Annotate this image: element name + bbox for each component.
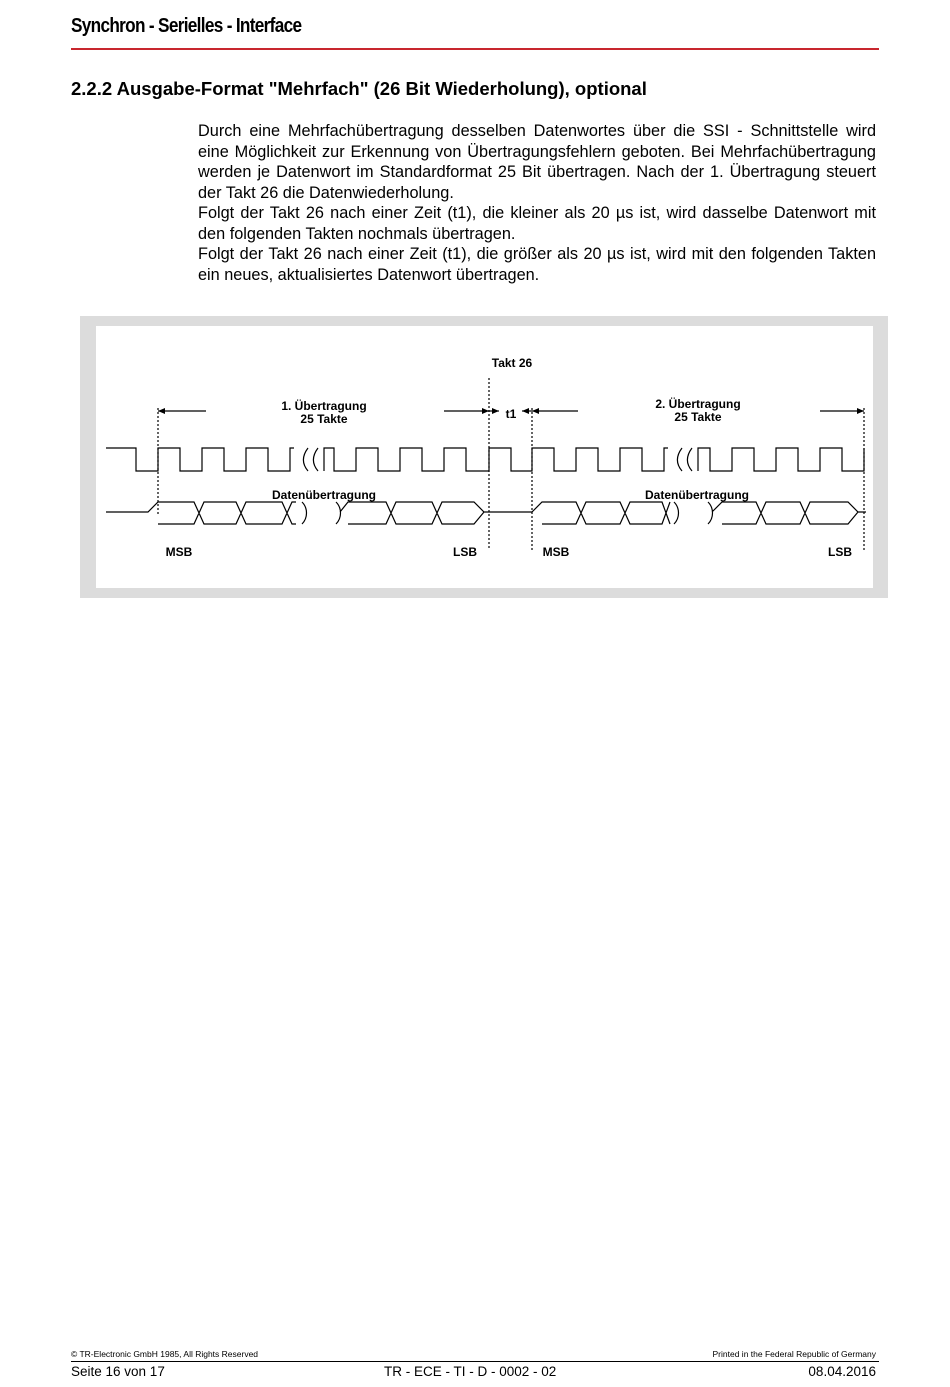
header-title: Synchron - Serielles - Interface — [71, 15, 302, 37]
body-text — [198, 121, 876, 285]
arrowhead-t1-right — [522, 408, 529, 414]
clock-signal — [106, 448, 864, 471]
footer-date: 08.04.2016 — [808, 1364, 876, 1379]
t1-label: t1 — [505, 407, 517, 421]
timing-diagram-frame — [80, 316, 888, 598]
paragraph-1: Durch eine Mehrfachübertragung desselben Datenwortes über die SSI - Schnittstelle wird eine Möglichkeit zur Erkennung von Übertragungsfehlern geboten. Bei Mehrfachübertragung werden je Datenwort im Standardformat 25 Bit übertragen. Nach der 1. Übertragung steuert der Takt 26 die Datenwiederholung. — [198, 122, 876, 202]
takt26-label: Takt 26 — [491, 356, 533, 370]
data-signal-2 — [532, 502, 866, 524]
arrowhead-1-left — [158, 408, 165, 414]
transfer2-line1: 2. Übertragung — [655, 397, 741, 411]
footer-printed: Printed in the Federal Republic of Germany — [712, 1349, 876, 1359]
footer-copyright: © TR-Electronic GmbH 1985, All Rights Reserved — [71, 1349, 259, 1359]
data-label-2: Datenübertragung — [644, 488, 750, 502]
timing-diagram — [96, 326, 873, 588]
paragraph-2: Folgt der Takt 26 nach einer Zeit (t1), die kleiner als 20 µs ist, wird dasselbe Datenwort mit den folgenden Takten nochmals übertragen. — [198, 204, 876, 243]
arrowhead-2-left — [532, 408, 539, 414]
msb-label-1: MSB — [165, 545, 193, 559]
transfer2-line2: 25 Takte — [674, 410, 722, 424]
footer-docnum: TR - ECE - TI - D - 0002 - 02 — [384, 1364, 557, 1379]
footer-page: Seite 16 von 17 — [71, 1364, 165, 1379]
data-signal-1 — [106, 502, 532, 524]
transfer1-line2: 25 Takte — [300, 412, 348, 426]
arrowhead-t1-left — [492, 408, 499, 414]
data-label-1: Datenübertragung — [271, 488, 377, 502]
arrowhead-2-right — [857, 408, 864, 414]
paragraph-3: Folgt der Takt 26 nach einer Zeit (t1), die größer als 20 µs ist, wird mit den folgenden Takten ein neues, aktualisiertes Datenwort übertragen. — [198, 245, 876, 284]
footer-divider — [71, 1361, 879, 1362]
transfer1-line1: 1. Übertragung — [281, 399, 367, 413]
arrowhead-1-right — [482, 408, 489, 414]
section-title: 2.2.2 Ausgabe-Format "Mehrfach" (26 Bit Wiederholung), optional — [71, 78, 647, 99]
timing-diagram-panel — [96, 326, 873, 588]
lsb-label-1: LSB — [453, 545, 477, 559]
header-divider — [71, 48, 879, 50]
msb-label-2: MSB — [542, 545, 570, 559]
lsb-label-2: LSB — [828, 545, 852, 559]
